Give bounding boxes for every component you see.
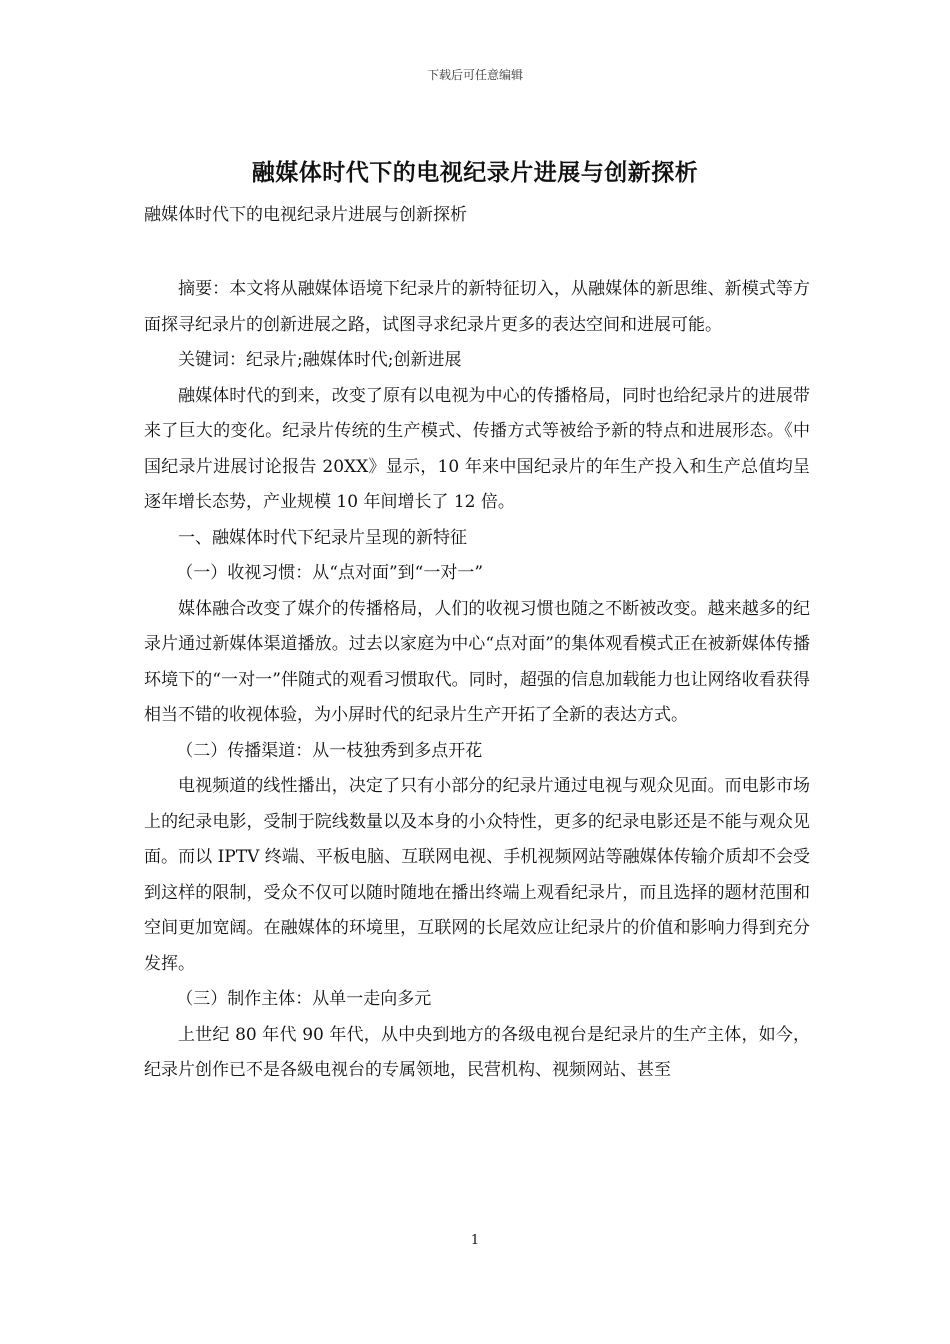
- subsection-heading: （三）制作主体：从单一走向多元: [176, 989, 432, 1009]
- document-body: [144, 272, 810, 1089]
- header-note: 下载后可任意编辑: [426, 68, 523, 82]
- body-paragraph: 上世纪 80 年代 90 年代，从中央到地方的各级电视台是纪录片的生产主体，如今，纪录片创作已不是各級电视台的专属领地，民营机构、视频网站、甚至: [144, 1024, 810, 1080]
- intro-paragraph: 融媒体时代的到来，改变了原有以电视为中心的传播格局，同时也给纪录片的进展带来了巨大的变化。纪录片传统的生产模式、传播方式等被给予新的特点和进展形态。《中国纪录片进展讨论报告 20XX》显示，10 年来中国纪录片的年生产投入和生产总值均呈逐年增长态势，产业规模 10 年间增长了 12 倍。: [144, 385, 810, 512]
- document-subtitle: 融媒体时代下的电视纪录片进展与创新探析: [144, 205, 467, 225]
- keywords-paragraph: 关键词：纪录片;融媒体时代;创新进展: [178, 350, 462, 370]
- subsection-heading: （二）传播渠道：从一枝独秀到多点开花: [176, 740, 483, 761]
- document-title: 融媒体时代下的电视纪录片进展与创新探析: [251, 159, 699, 186]
- section-heading: 一、融媒体时代下纪录片呈现的新特征: [178, 527, 467, 548]
- page-number: 1: [470, 1233, 480, 1248]
- body-paragraph: 电视频道的线性播出，决定了只有小部分的纪录片通过电视与观众见面。而电影市场上的纪录电影，受制于院线数量以及本身的小众特性，更多的纪录电影还是不能与观众见面。而以 IPTV 终端、平板电脑、互联网电视、手机视频网站等融媒体传输介质却不会受到这样的限制，受众不仅可以随时随地在播出终端上观看纪录片，而且选择的题材范围和空间更加宽阔。在融媒体的环境里，互联网的长尾效应让纪录片的价值和影响力得到充分发挥。: [144, 776, 810, 974]
- abstract-paragraph: 摘要：本文将从融媒体语境下纪录片的新特征切入，从融媒体的新思维、新模式等方面探寻纪录片的创新进展之路，试图寻求纪录片更多的表达空间和进展可能。: [144, 279, 810, 335]
- subsection-heading: （一）收视习惯：从“点对面”到“一对一”: [176, 563, 484, 583]
- body-paragraph: 媒体融合改变了媒介的传播格局，人们的收视习惯也随之不断被改变。越来越多的纪录片通过新媒体渠道播放。过去以家庭为中心“点对面”的集体观看模式正在被新媒体传播环境下的“一对一”伴随式的观看习惯取代。同时，超强的信息加载能力也让网络收看获得相当不错的收视体验，为小屏时代的纪录片生产开拓了全新的表达方式。: [144, 598, 810, 725]
